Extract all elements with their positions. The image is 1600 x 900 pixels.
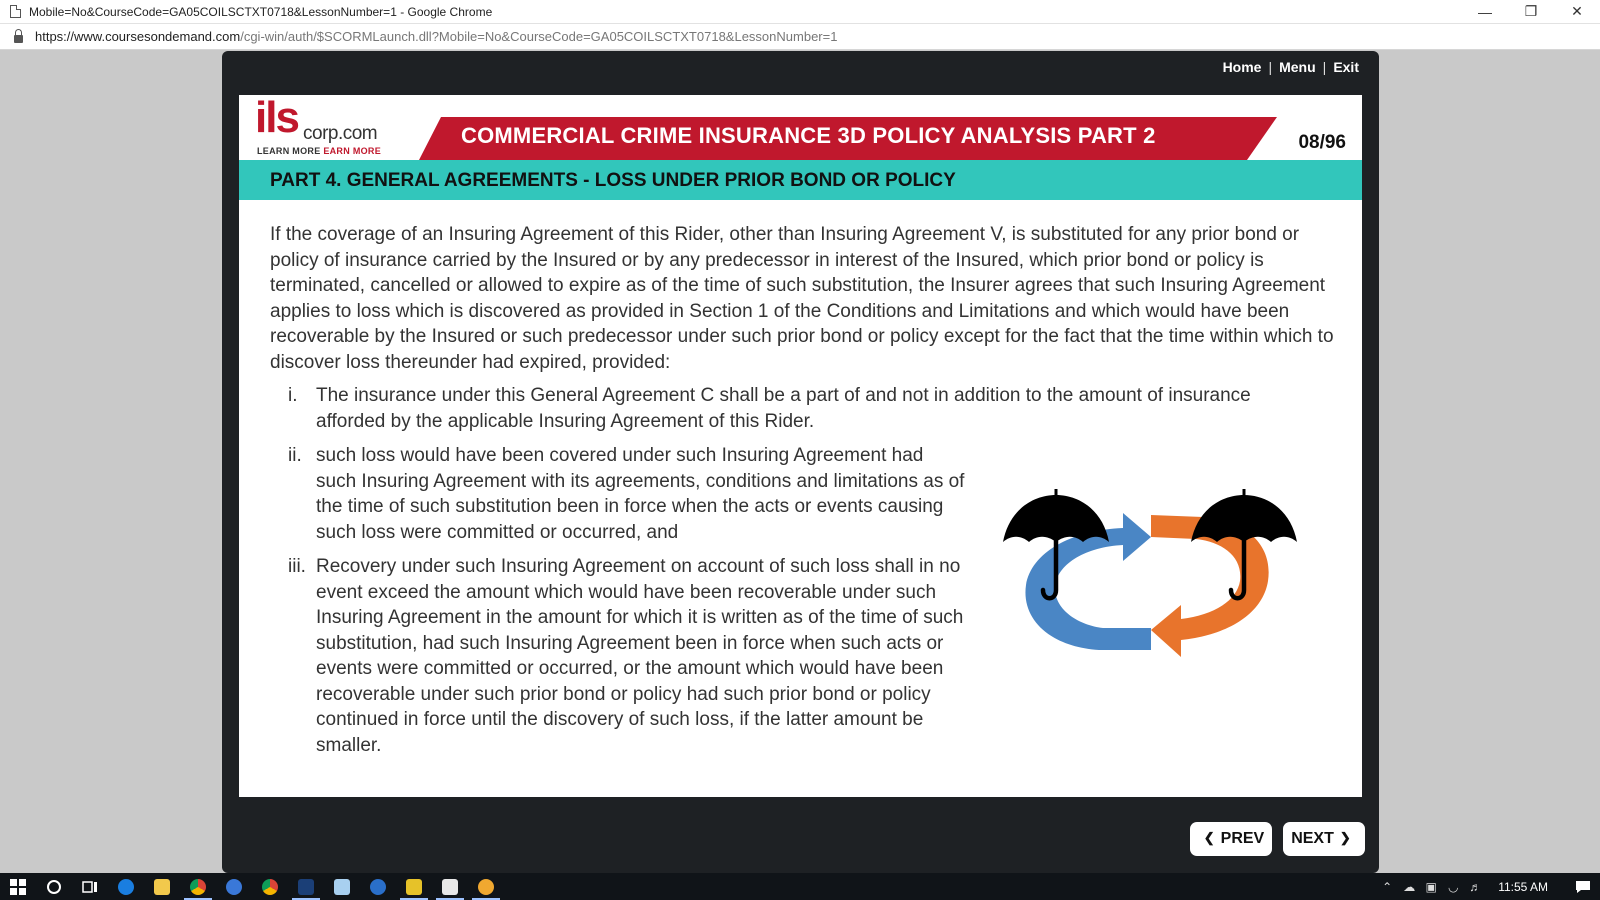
list-item-text: such loss would have been covered under such Insuring Agreement had such Insuring Agreement with its agreements, conditions and limitations as of the time of such substitution been in force when the acts or events causing such loss were committed or occurred, and — [316, 445, 965, 543]
list-item-text: Recovery under such Insuring Agreement on account of such loss shall in no event exceed the amount which would have been recoverable under such Insuring Agreement in the amount for which it is written as of the time of such substitution, had such Insuring Agreement been in force when such acts or events were committed or occurred, or the amount which would have been recoverable under such prior bond or policy had such prior bond or policy continued in force until the discovery of such loss, if the latter amount be smaller. — [316, 556, 964, 756]
next-button[interactable] — [1283, 822, 1365, 856]
wifi-icon[interactable]: ◡ — [1447, 879, 1459, 894]
prev-button[interactable] — [1190, 822, 1272, 856]
chevron-right-icon: ❯ — [1339, 830, 1351, 845]
battery-icon[interactable]: ▣ — [1425, 879, 1437, 894]
exit-link[interactable]: Exit — [1333, 59, 1359, 75]
edge-icon[interactable] — [108, 873, 144, 900]
paint-icon[interactable] — [468, 873, 504, 900]
browser-icon[interactable] — [360, 873, 396, 900]
nav-separator: | — [1322, 59, 1327, 75]
logo-corp: corp.com — [303, 123, 378, 144]
ilscorp-logo — [255, 93, 405, 157]
media-player-icon[interactable] — [216, 873, 252, 900]
logo-tag-learn: LEARN MORE — [257, 146, 321, 156]
list-item-number: ii. — [288, 445, 302, 466]
notepad-icon[interactable] — [324, 873, 360, 900]
prev-label: PREV — [1220, 830, 1265, 847]
umbrella-icon — [1191, 489, 1297, 598]
logo-ils: ils — [255, 93, 298, 142]
notification-icon[interactable] — [1566, 873, 1600, 900]
file-explorer-icon[interactable] — [144, 873, 180, 900]
lock-icon — [14, 35, 23, 43]
clock[interactable]: 11:55 AM — [1498, 879, 1548, 894]
course-title: COMMERCIAL CRIME INSURANCE 3D POLICY ANALYSIS PART 2 — [461, 123, 1156, 148]
address-bar[interactable] — [0, 24, 1600, 50]
list-item-number: iii. — [288, 556, 306, 577]
list-item — [270, 383, 1316, 434]
next-label: NEXT — [1291, 830, 1334, 847]
menu-link[interactable]: Menu — [1279, 59, 1316, 75]
umbrella-swap-illustration — [991, 485, 1301, 685]
task-view-icon[interactable] — [72, 873, 108, 900]
chrome-icon[interactable] — [180, 873, 216, 900]
course-player — [222, 51, 1379, 873]
minimize-button[interactable]: — — [1478, 3, 1492, 20]
chrome-icon[interactable] — [252, 873, 288, 900]
windows-start-icon[interactable] — [0, 873, 36, 900]
restore-button[interactable]: ❐ — [1524, 3, 1538, 19]
cloud-icon[interactable]: ☁ — [1403, 879, 1416, 894]
slide-content — [239, 95, 1362, 797]
section-title: PART 4. GENERAL AGREEMENTS - LOSS UNDER PRIOR BOND OR POLICY — [270, 170, 956, 191]
intro-paragraph: If the coverage of an Insuring Agreement of this Rider, other than Insuring Agreement V, is substituted for any prior bond or policy of insurance carried by the Insured or by any predecessor in interest of the Insured, which prior bond or policy is terminated, cancelled or allowed to expire as of the time of such substitution, the Insurer agrees that such Insuring Agreement applies to loss which is discovered as provided in Section 1 of the Conditions and Limitations and which would have been recoverable by the Insured or such predecessor under such prior bond or policy except for the fact that the time within which to discover loss thereunder had expired, provided: — [270, 224, 1334, 373]
home-link[interactable]: Home — [1222, 59, 1262, 75]
browser-title-bar — [0, 0, 1600, 24]
app-icon[interactable] — [396, 873, 432, 900]
slide-header — [239, 95, 1362, 160]
close-button[interactable]: ✕ — [1571, 3, 1583, 19]
section-bar — [239, 160, 1362, 200]
system-tray — [1376, 873, 1600, 900]
logo-tagline — [257, 146, 381, 156]
url-path[interactable]: /cgi-win/auth/$SCORMLaunch.dll?Mobile=No&CourseCode=GA05COILSCTXT0718&LessonNumber=1 — [240, 29, 838, 44]
cortana-search-icon[interactable] — [36, 873, 72, 900]
list-item-number: i. — [288, 385, 298, 406]
top-navigation — [1223, 59, 1359, 75]
nav-separator: | — [1268, 59, 1273, 75]
url-host[interactable]: https://www.coursesondemand.com — [35, 29, 241, 44]
volume-icon[interactable]: ♬ — [1469, 879, 1482, 894]
chevron-left-icon: ❮ — [1203, 830, 1215, 845]
app-icon[interactable] — [288, 873, 324, 900]
page-number: 08/96 — [1298, 132, 1346, 153]
chevron-up-icon[interactable]: ⌃ — [1382, 879, 1393, 894]
window-title: Mobile=No&CourseCode=GA05COILSCTXT0718&LessonNumber=1 - Google Chrome — [29, 4, 493, 19]
list-item-text: The insurance under this General Agreement C shall be a part of and not in addition to the amount of insurance afforded by the applicable Insuring Agreement of this Rider. — [316, 385, 1251, 432]
taskbar — [0, 873, 1600, 900]
app-icon[interactable] — [432, 873, 468, 900]
page-icon — [10, 5, 21, 18]
logo-tag-earn: EARN MORE — [323, 146, 382, 156]
